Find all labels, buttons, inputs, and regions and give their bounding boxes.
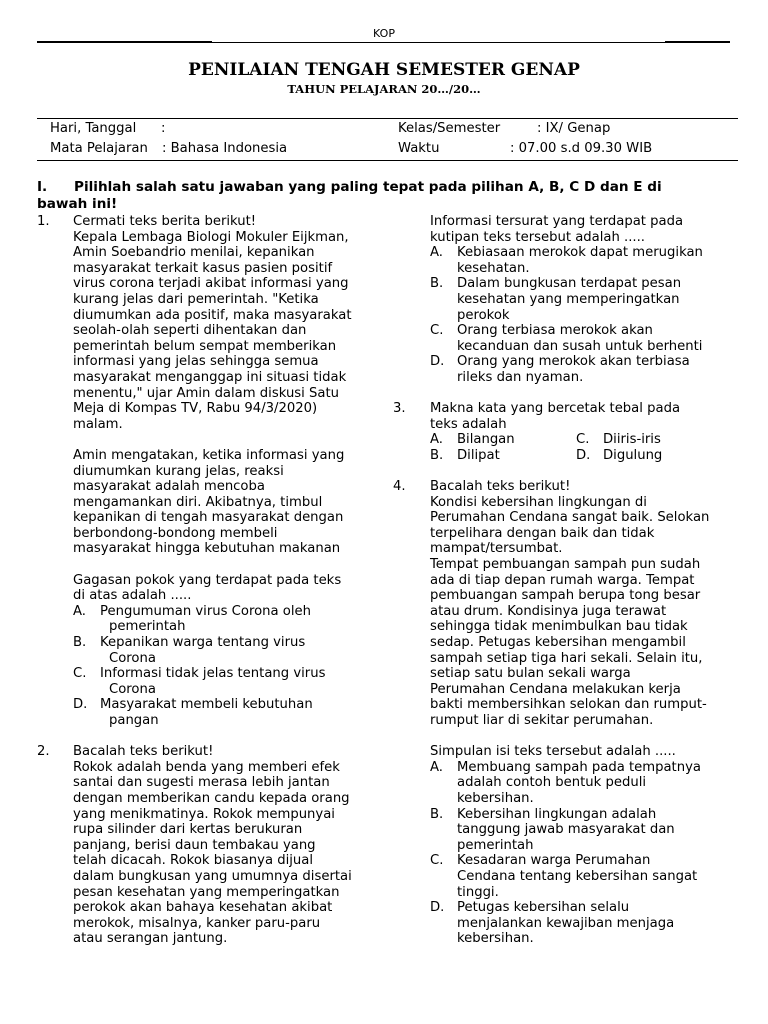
text-line: pemerintah belum sempat memberikan	[73, 338, 337, 354]
option-letter: D.	[430, 354, 445, 370]
text-line: diumumkan kurang jelas, reaksi	[73, 463, 284, 479]
option-text: pemerintah	[457, 837, 534, 853]
option-b[interactable]	[430, 276, 738, 323]
option-text: Orang yang merokok akan terbiasa	[457, 354, 690, 370]
text-line: dengan memberikan candu kepada orang	[73, 790, 350, 806]
text-line: setiap satu bulan sekali warga	[430, 666, 631, 682]
text-line: bakti membersihkan selokan dan rumput-	[430, 697, 707, 713]
question-4	[393, 479, 738, 947]
option-text: Orang terbiasa merokok akan	[457, 323, 653, 339]
text-line: Meja di Kompas TV, Rabu 94/3/2020)	[73, 401, 318, 417]
text-line: masyarakat hingga kebutuhan makanan	[73, 541, 341, 557]
text-line: Bacalah teks berikut!	[73, 744, 214, 760]
option-text: kecanduan dan susah untuk berhenti	[457, 338, 703, 354]
text-line: masyarakat adalah mencoba	[73, 479, 265, 495]
option-b[interactable]	[430, 448, 576, 464]
text-line: pembuangan sampah berupa tong besar	[430, 588, 701, 604]
text-line: telah dicacah. Rokok biasanya dijual	[73, 853, 314, 869]
option-text: kebersihan.	[457, 790, 534, 806]
text-line: virus corona terjadi akibat informasi yang	[73, 276, 349, 292]
option-d[interactable]	[430, 900, 738, 947]
text-line: dalam bungkusan yang umumnya disertai	[73, 868, 352, 884]
option-a[interactable]	[430, 760, 738, 807]
page-subtitle: TAHUN PELAJARAN 20…/20…	[287, 82, 481, 96]
option-text: Kebersihan lingkungan adalah	[457, 806, 657, 822]
option-grid	[430, 432, 738, 463]
right-column	[393, 214, 738, 947]
text-line: merokok, misalnya, kanker paru-paru	[73, 915, 321, 931]
option-c[interactable]	[576, 432, 736, 448]
hari-value: :	[161, 121, 166, 136]
option-letter: B.	[430, 447, 444, 463]
option-letter: B.	[430, 276, 444, 292]
option-text: Bilangan	[457, 432, 515, 448]
hari-label: Hari, Tanggal	[50, 121, 137, 136]
text-line: Bacalah teks berikut!	[430, 479, 571, 495]
option-text: Kebiasaan merokok dapat merugikan	[457, 245, 703, 261]
text-line: mengamankan diri. Akibatnya, timbul	[73, 494, 323, 510]
option-text: Kepanikan warga tentang virus	[100, 635, 306, 651]
option-a[interactable]	[430, 245, 738, 276]
instruction-line-1: Pilihlah salah satu jawaban yang paling tepat pada pilihan A, B, C D dan E di	[74, 179, 662, 195]
option-text: menjalankan kewajiban menjaga	[457, 915, 675, 931]
text-line: panjang, berisi daun tembakau yang	[73, 837, 316, 853]
kop-label: KOP	[373, 27, 395, 40]
question-2	[37, 744, 382, 947]
text-line: mampat/tersumbat.	[430, 541, 563, 557]
option-text: pemerintah	[109, 619, 186, 635]
option-text: Kesadaran warga Perumahan	[457, 853, 651, 869]
text-line: Amin mengatakan, ketika informasi yang	[73, 447, 345, 463]
text-line: sehingga tidak menimbulkan bau tidak	[430, 619, 688, 635]
option-letter: A.	[430, 759, 443, 775]
info-top-rule	[37, 118, 738, 119]
text-line: perokok akan bahaya kesehatan akibat	[73, 900, 333, 916]
text-line: malam.	[73, 416, 123, 432]
instruction-line-2: bawah ini!	[37, 196, 118, 212]
option-text: kesehatan.	[457, 260, 530, 276]
info-bottom-rule	[37, 160, 738, 161]
option-letter: A.	[430, 432, 443, 448]
waktu-value: : 07.00 s.d 09.30 WIB	[510, 141, 653, 156]
kelas-value: : IX/ Genap	[537, 121, 611, 136]
text-line: Cermati teks berita berikut!	[73, 214, 257, 229]
option-d[interactable]	[73, 697, 382, 728]
question-text: kutipan teks tersebut adalah .....	[430, 229, 645, 245]
question-2-continued	[393, 214, 738, 386]
option-b[interactable]	[73, 635, 382, 666]
question-text: Simpulan isi teks tersebut adalah .....	[430, 744, 676, 760]
option-b[interactable]	[430, 807, 738, 854]
mapel-label: Mata Pelajaran	[50, 141, 148, 156]
text-line: pesan kesehatan yang memperingatkan	[73, 884, 340, 900]
text-line: seolah-olah seperti dihentakan dan	[73, 323, 307, 339]
option-text: Corona	[109, 650, 156, 666]
option-letter: A.	[430, 245, 443, 261]
text-line: yang menikmatinya. Rokok mempunyai	[73, 806, 335, 822]
text-line: kepanikan di tengah masyarakat dengan	[73, 510, 344, 526]
option-text: pangan	[109, 713, 159, 728]
mapel-value: : Bahasa Indonesia	[162, 141, 288, 156]
text-line: ada di tiap depan rumah warga. Tempat	[430, 572, 695, 588]
text-line: Perumahan Cendana sangat baik. Selokan	[430, 510, 710, 526]
text-line: diumumkan ada positif, maka masyarakat	[73, 307, 352, 323]
question-text: Gagasan pokok yang terdapat pada teks	[73, 572, 342, 588]
option-text: Dilipat	[457, 447, 500, 463]
text-line: Kepala Lembaga Biologi Mokuler Eijkman,	[73, 229, 349, 245]
option-letter: B.	[73, 635, 87, 651]
option-text: kesehatan yang memperingatkan	[457, 291, 680, 307]
option-letter: D.	[430, 900, 445, 916]
option-text: tinggi.	[457, 884, 499, 900]
text-line: rupa silinder dari kertas berukuran	[73, 822, 303, 838]
question-number: 3.	[393, 401, 406, 417]
text-line: sampah setiap tiga hari sekali. Selain itu,	[430, 650, 703, 666]
question-text: di atas adalah .....	[73, 588, 192, 604]
question-number: 1.	[37, 214, 50, 229]
text-line: santai dan sugesti merasa lebih jantan	[73, 775, 330, 791]
text-line: Amin Soebandrio menilai, kepanikan	[73, 245, 315, 261]
kelas-label: Kelas/Semester	[398, 121, 501, 136]
option-text: Corona	[109, 681, 156, 697]
option-text: perokok	[457, 307, 510, 323]
option-c[interactable]	[73, 666, 382, 697]
option-text: kebersihan.	[457, 931, 534, 947]
option-letter: A.	[73, 603, 86, 619]
option-a[interactable]	[430, 432, 576, 448]
waktu-label: Waktu	[398, 141, 440, 156]
text-line: Tempat pembuangan sampah pun sudah	[430, 557, 701, 573]
question-text: Makna kata yang bercetak tebal pada	[430, 401, 681, 417]
text-line: Perumahan Cendana melakukan kerja	[430, 681, 681, 697]
option-d[interactable]	[576, 448, 736, 464]
option-text: Membuang sampah pada tempatnya	[457, 759, 701, 775]
text-line: Kondisi kebersihan lingkungan di	[430, 494, 647, 510]
option-text: rileks dan nyaman.	[457, 369, 584, 385]
option-text: Pengumuman virus Corona oleh	[100, 603, 311, 619]
text-line: atau serangan jantung.	[73, 931, 228, 947]
question-number: 2.	[37, 744, 50, 760]
text-line: berbondong-bondong membeli	[73, 525, 278, 541]
text-line: terpelihara dengan baik dan tidak	[430, 525, 655, 541]
question-text: teks adalah	[430, 416, 507, 432]
option-text: Cendana tentang kebersihan sangat	[457, 868, 698, 884]
option-text: tanggung jawab masyarakat dan	[457, 822, 675, 838]
question-number: 4.	[393, 479, 406, 495]
option-text: Dalam bungkusan terdapat pesan	[457, 276, 682, 292]
question-text: Informasi tersurat yang terdapat pada	[430, 214, 684, 229]
header-divider-thick-right	[665, 41, 730, 43]
text-line: sedap. Petugas kebersihan mengambil	[430, 635, 686, 651]
option-letter: D.	[576, 447, 591, 463]
header-divider-thick-left	[37, 41, 212, 43]
option-letter: D.	[73, 697, 88, 713]
option-c[interactable]	[430, 323, 738, 354]
option-letter: B.	[430, 806, 444, 822]
option-text: Petugas kebersihan selalu	[457, 900, 630, 916]
left-column	[37, 214, 382, 947]
option-text: Diiris-iris	[603, 432, 661, 448]
option-letter: C.	[430, 323, 444, 339]
option-d[interactable]	[430, 354, 738, 385]
text-line: atau drum. Kondisinya juga terawat	[430, 603, 667, 619]
option-text: Informasi tidak jelas tentang virus	[100, 666, 326, 682]
option-a[interactable]	[73, 604, 382, 635]
text-line: menentu," ujar Amin dalam diskusi Satu	[73, 385, 340, 401]
text-line: masyarakat menganggap ini situasi tidak	[73, 369, 347, 385]
option-c[interactable]	[430, 853, 738, 900]
question-3	[393, 401, 738, 463]
page-title: PENILAIAN TENGAH SEMESTER GENAP	[188, 60, 580, 80]
section-number: I.	[37, 179, 48, 195]
option-text: adalah contoh bentuk peduli	[457, 775, 647, 791]
text-line: rumput liar di sekitar perumahan.	[430, 713, 654, 728]
text-line: Rokok adalah benda yang memberi efek	[73, 759, 340, 775]
text-line: informasi yang jelas sehingga semua	[73, 354, 319, 370]
option-letter: C.	[73, 666, 87, 682]
text-line: masyarakat terkait kasus pasien positif	[73, 260, 333, 276]
option-text: Masyarakat membeli kebutuhan	[100, 697, 313, 713]
option-text: Digulung	[603, 447, 663, 463]
question-1	[37, 214, 382, 729]
text-line: kurang jelas dari pemerintah. "Ketika	[73, 291, 319, 307]
option-letter: C.	[576, 432, 590, 448]
section-instruction	[37, 179, 737, 213]
option-letter: C.	[430, 853, 444, 869]
